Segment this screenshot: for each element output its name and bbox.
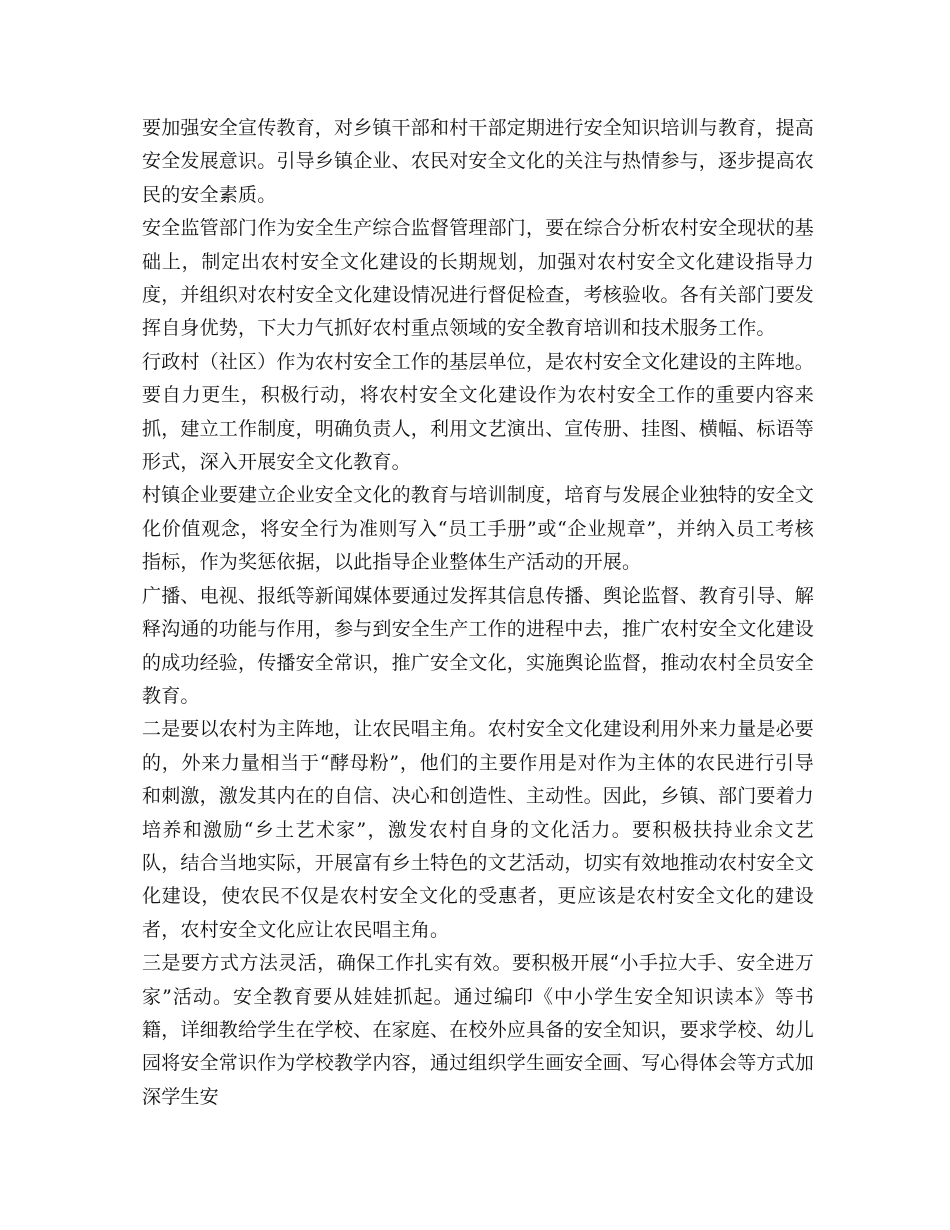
document-body	[142, 112, 814, 1114]
paragraph-1: 要加强安全宣传教育，对乡镇干部和村干部定期进行安全知识培训与教育，提高安全发展意识。引导乡镇企业、农民对安全文化的关注与热情参与，逐步提高农民的安全素质。	[142, 117, 815, 206]
paragraph-5: 广播、电视、报纸等新闻媒体要通过发挥其信息传播、舆论监督、教育引导、解释沟通的功能与作用，参与到安全生产工作的进程中去，推广农村安全文化建设的成功经验，传播安全常识，推广安全文化，实施舆论监督，推动农村全员安全教育。	[142, 584, 815, 707]
paragraph-2: 安全监管部门作为安全生产综合监督管理部门，要在综合分析农村安全现状的基础上，制定出农村安全文化建设的长期规划，加强对农村安全文化建设指导力度，并组织对农村安全文化建设情况进行督促检查，考核验收。各有关部门要发挥自身优势，下大力气抓好农村重点领域的安全教育培训和技术服务工作。	[142, 217, 815, 340]
paragraph-6: 二是要以农村为主阵地，让农民唱主角。农村安全文化建设利用外来力量是必要的，外来力量相当于“酵母粉”，他们的主要作用是对作为主体的农民进行引导和刺激，激发其内在的自信、决心和创造性、主动性。因此，乡镇、部门要着力培养和激励“乡土艺术家”，激发农村自身的文化活力。要积极扶持业余文艺队，结合当地实际，开展富有乡土特色的文艺活动，切实有效地推动农村安全文化建设，使农民不仅是农村安全文化的受惠者，更应该是农村安全文化的建设者，农村安全文化应让农民唱主角。	[142, 718, 815, 941]
paragraph-7: 三是要方式方法灵活，确保工作扎实有效。要积极开展“小手拉大手、安全进万家”活动。安全教育要从娃娃抓起。通过编印《中小学生安全知识读本》等书籍，详细教给学生在学校、在家庭、在校外应具备的安全知识，要求学校、幼儿园将安全常识作为学校教学内容，通过组织学生画安全画、写心得体会等方式加深学生安	[142, 952, 815, 1108]
paragraph-4: 村镇企业要建立企业安全文化的教育与培训制度，培育与发展企业独特的安全文化价值观念，将安全行为准则写入“员工手册”或“企业规章”，并纳入员工考核指标，作为奖惩依据，以此指导企业整体生产活动的开展。	[142, 484, 815, 574]
paragraph-3: 行政村（社区）作为农村安全工作的基层单位，是农村安全文化建设的主阵地。要自力更生，积极行动，将农村安全文化建设作为农村安全工作的重要内容来抓，建立工作制度，明确负责人，利用文艺演出、宣传册、挂图、横幅、标语等形式，深入开展安全文化教育。	[142, 350, 815, 474]
